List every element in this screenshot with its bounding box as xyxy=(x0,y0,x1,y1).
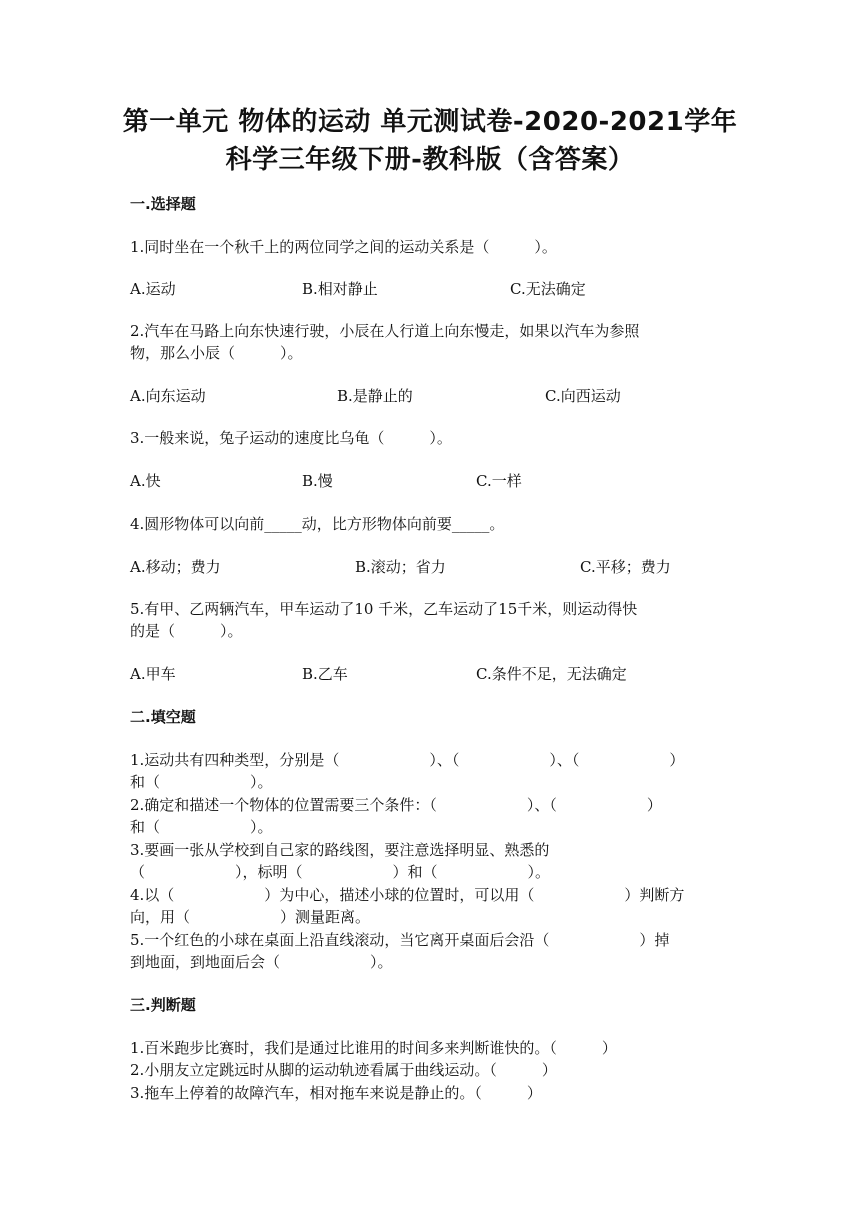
section-heading-fill: 二.填空题 xyxy=(130,708,196,726)
question-text: 3.一般来说，兔子运动的速度比乌龟（ ）。 xyxy=(130,429,452,447)
question-text: 5.有甲、乙两辆汽车，甲车运动了10 千米，乙车运动了15千米，则运动得快 xyxy=(130,600,638,618)
fill-line: 和（ ）。 xyxy=(130,773,273,791)
option-b: B.滚动；省力 xyxy=(355,558,446,576)
option-b: B.乙车 xyxy=(302,665,348,683)
option-b: B.慢 xyxy=(302,472,333,490)
judge-line: 1.百米跑步比赛时，我们是通过比谁用的时间多来判断谁快的。（ ） xyxy=(130,1039,617,1057)
question-text: 4.圆形物体可以向前_____动，比方形物体向前要_____。 xyxy=(130,515,505,533)
option-a: A.甲车 xyxy=(130,665,176,683)
option-b: B.相对静止 xyxy=(302,280,378,298)
fill-line: 和（ ）。 xyxy=(130,818,273,836)
section-heading-choice: 一.选择题 xyxy=(130,195,196,213)
fill-line: 2.确定和描述一个物体的位置需要三个条件：（ ）、（ ） xyxy=(130,796,662,814)
document-title-line-1: 第一单元 物体的运动 单元测试卷-2020-2021学年 xyxy=(122,107,738,137)
option-a: A.向东运动 xyxy=(130,387,206,405)
fill-line: 1.运动共有四种类型，分别是（ ）、（ ）、（ ） xyxy=(130,751,685,769)
option-a: A.快 xyxy=(130,472,161,490)
option-a: A.运动 xyxy=(130,280,176,298)
option-c: C.一样 xyxy=(476,472,522,490)
question-text: 2.汽车在马路上向东快速行驶，小辰在人行道上向东慢走，如果以汽车为参照 xyxy=(130,322,640,340)
option-c: C.无法确定 xyxy=(510,280,586,298)
document-title-line-2: 科学三年级下册-教科版（含答案） xyxy=(225,145,635,175)
section-heading-judge: 三.判断题 xyxy=(130,996,196,1014)
question-text-continued: 物，那么小辰（ ）。 xyxy=(130,344,303,362)
fill-line: 5.一个红色的小球在桌面上沿直线滚动，当它离开桌面后会沿（ ）掉 xyxy=(130,931,670,949)
question-text-continued: 的是（ ）。 xyxy=(130,622,243,640)
option-c: C.平移；费力 xyxy=(580,558,671,576)
judge-line: 2.小朋友立定跳远时从脚的运动轨迹看属于曲线运动。（ ） xyxy=(130,1061,557,1079)
option-c: C.向西运动 xyxy=(545,387,621,405)
option-a: A.移动；费力 xyxy=(130,558,221,576)
option-c: C.条件不足，无法确定 xyxy=(476,665,627,683)
fill-line: （ ），标明（ ）和（ ）。 xyxy=(130,863,551,881)
judge-line: 3.拖车上停着的故障汽车，相对拖车来说是静止的。（ ） xyxy=(130,1084,542,1102)
question-text: 1.同时坐在一个秋千上的两位同学之间的运动关系是（ ）。 xyxy=(130,238,557,256)
fill-line: 向，用（ ）测量距离。 xyxy=(130,908,371,926)
option-b: B.是静止的 xyxy=(337,387,413,405)
fill-line: 3.要画一张从学校到自己家的路线图，要注意选择明显、熟悉的 xyxy=(130,841,550,859)
fill-line: 4.以（ ）为中心，描述小球的位置时，可以用（ ）判断方 xyxy=(130,886,685,904)
fill-line: 到地面，到地面后会（ ）。 xyxy=(130,953,393,971)
